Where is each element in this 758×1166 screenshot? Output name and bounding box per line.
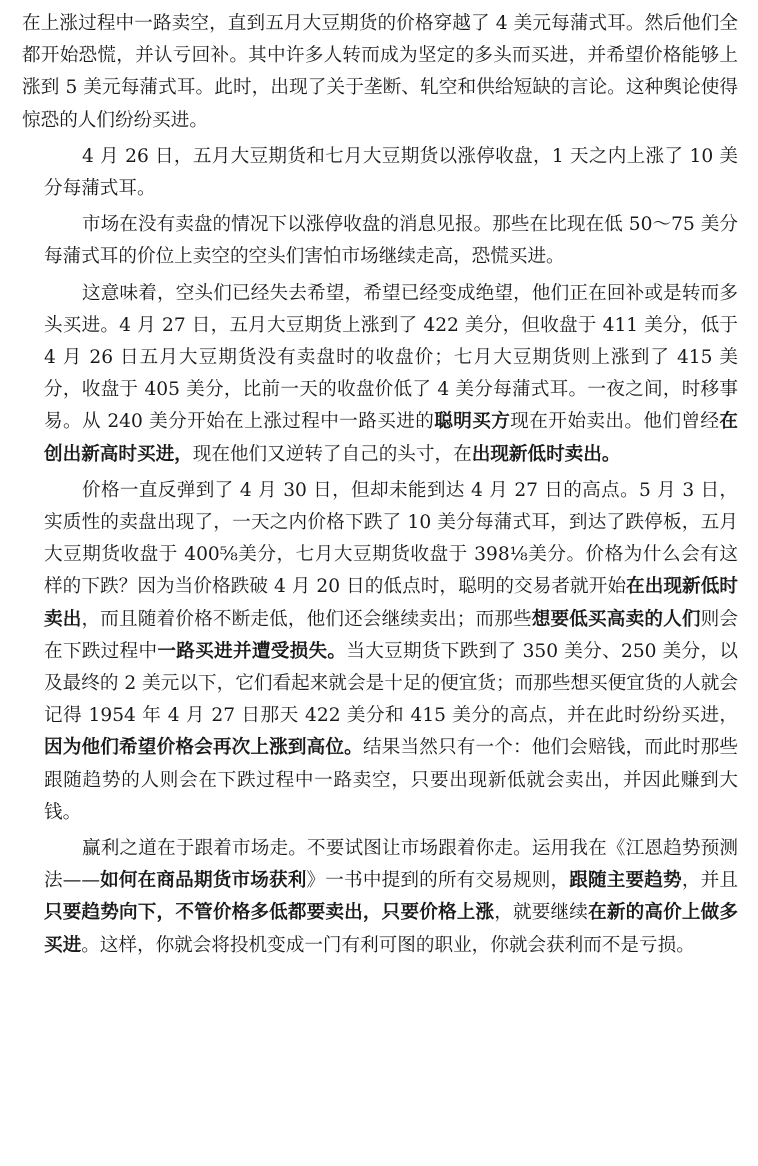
bold-segment: 聪明买方 (434, 411, 511, 433)
text-segment: 这意味着，空头们已经失去希望，希望已经变成绝望，他们正在回补或是转而多头买进。4 月 27 日，五月大豆期货上涨到了 422 美分，但收盘于 411 美分，低于 4 月 26 日五月大豆期货没有卖盘时的收盘价；七月大豆期货则上涨到了 415 美分，收盘于 405 美分，比前一天的收盘价低了 4 美分每蒲式耳。一夜之间，时移事易。从 240 美分开始在上涨过程中一路买进的 (44, 282, 738, 433)
text-segment: 当大豆期货下跌到了 350 美分、250 美分，以及最终的 2 美元以下，它们看起来就会是十足的便宜货；而那些想买便宜货的人就会记得 1954 年 4 月 27 日那天 422 美分和 415 美分的高点，并在此时纷纷买进， (44, 640, 738, 727)
text-segment: 在上涨过程中一路卖空，直到五月大豆期货的价格穿越了 4 美元每蒲式耳。然后他们全都开始恐慌，并认亏回补。其中许多人转而成为坚定的多头而买进，并希望价格能够上涨到 5 美元每蒲式耳。此时，出现了关于垄断、轧空和供给短缺的言论。这种舆论使得惊恐的人们纷纷买进。 (22, 13, 738, 131)
text-segment: ，而且随着价格不断走低，他们还会继续卖出；而那些 (81, 608, 532, 630)
paragraph-4 (44, 278, 738, 471)
bold-segment: 在创出新高时买进， (44, 411, 738, 465)
paragraph-3 (44, 209, 738, 273)
paragraph-6 (44, 833, 738, 962)
text-segment: 4 月 26 日，五月大豆期货和七月大豆期货以涨停收盘，1 天之内上涨了 10 美分每蒲式耳。 (44, 145, 738, 200)
bold-segment: 想要低买高卖的人们 (531, 608, 701, 630)
text-segment: 则会在下跌过程中 (44, 608, 738, 662)
text-segment: 结果当然只有一个：他们会赔钱，而此时那些跟随趋势的人则会在下跌过程中一路卖空，只要出现新低就会卖出，并因此赚到大钱。 (44, 737, 738, 823)
text-segment: 》一书中提到的所有交易规则， (306, 870, 570, 892)
text-segment: 市场在没有卖盘的情况下以涨停收盘的消息见报。那些在比现在低 50～75 美分每蒲式耳的价位上卖空的空头们害怕市场继续走高，恐慌买进。 (44, 214, 738, 268)
bold-segment: 在出现新低时卖出 (44, 576, 738, 630)
bold-segment: 跟随主要趋势 (569, 870, 682, 892)
text-segment: ，并且 (681, 870, 738, 892)
bold-segment: 因为他们希望价格会再次上涨到高位。 (44, 737, 363, 759)
text-segment: 。这样，你就会将投机变成一门有利可图的职业，你就会获利而不是亏损。 (81, 934, 695, 956)
text-segment: 现在他们又逆转了自己的头寸，在 (192, 443, 472, 465)
bold-segment: 出现新低时卖出。 (471, 443, 621, 465)
bold-segment: 在新的高价上做多买进 (44, 902, 738, 956)
bold-segment: 如何在商品期货市场获利 (99, 870, 307, 892)
paragraph-1 (22, 8, 738, 137)
text-segment: ，就要继续 (494, 902, 589, 924)
paragraph-2 (44, 141, 738, 205)
bold-segment: 一路买进并遭受损失。 (157, 640, 347, 662)
text-segment: 价格一直反弹到了 4 月 30 日，但却未能到达 4 月 27 日的高点。5 月 3 日，实质性的卖盘出现了，一天之内价格下跌了 10 美分每蒲式耳，到达了跌停板，五月大豆期货收盘于 400⅝美分，七月大豆期货收盘于 398⅛美分。价格为什么会有这样的下跌？因为当价格跌破 4 月 20 日的低点时，聪明的交易者就开始 (44, 479, 738, 598)
text-segment: 赢利之道在于跟着市场走。不要试图让市场跟着你走。运用我在《江恩趋势预测法—— (44, 838, 738, 892)
bold-segment: 只要趋势向下，不管价格多低都要卖出，只要价格上涨 (44, 902, 495, 924)
text-segment: 现在开始卖出。他们曾经 (510, 411, 720, 433)
paragraph-5 (44, 475, 738, 829)
